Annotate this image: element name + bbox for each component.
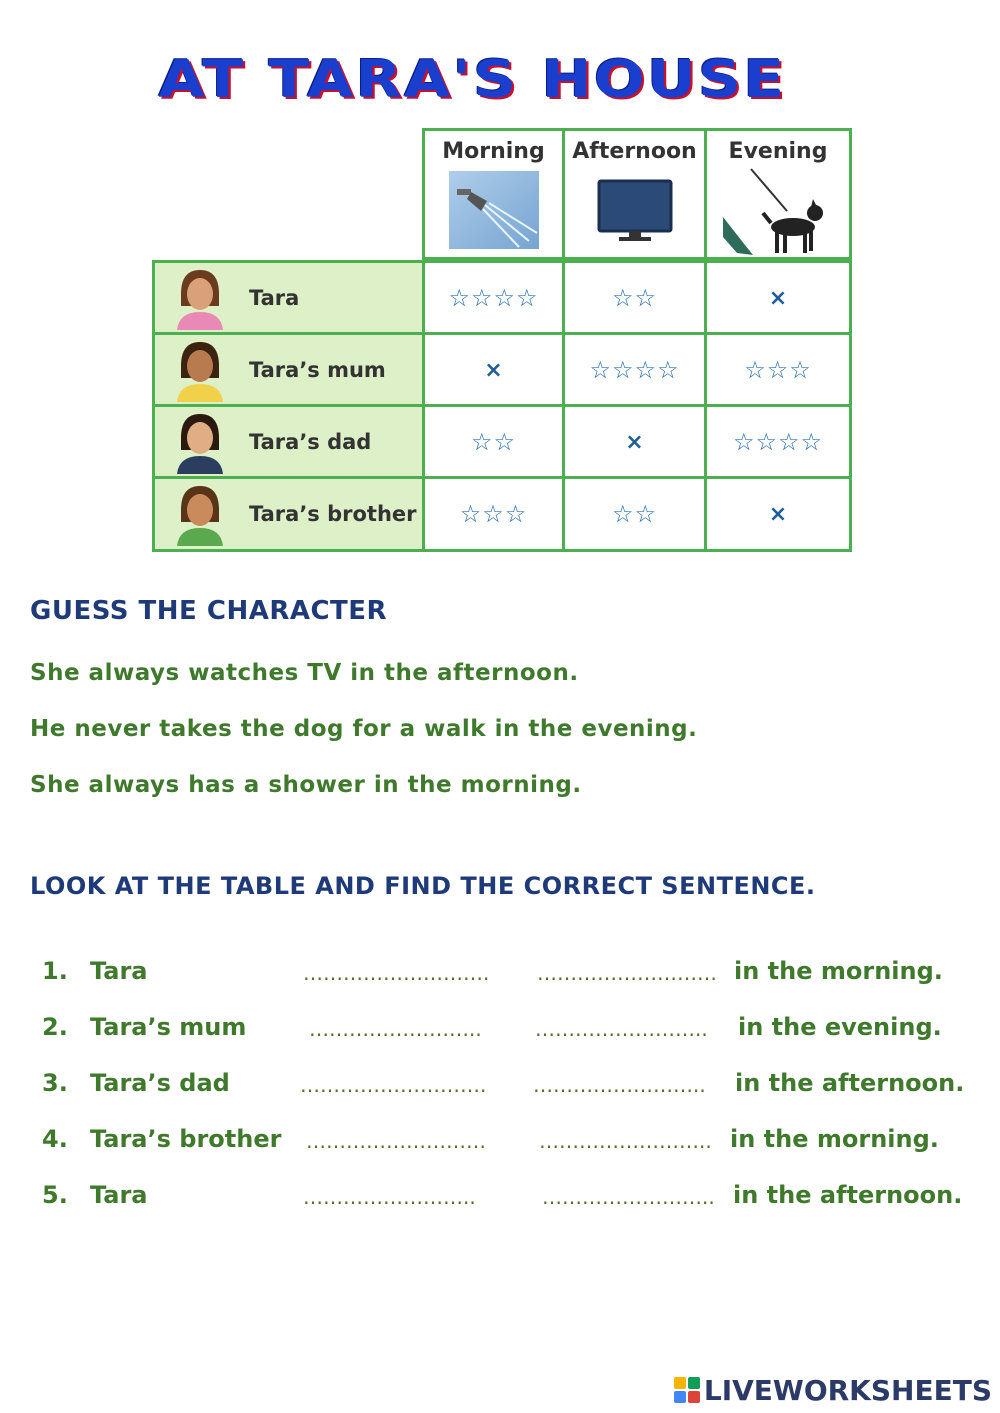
- sentence-tail: in the evening.: [738, 1013, 942, 1041]
- rating-cell: [704, 260, 852, 336]
- find-heading: LOOK AT THE TABLE AND FIND THE CORRECT SENTENCE.: [30, 872, 816, 900]
- star-rating: ☆☆: [611, 500, 658, 528]
- sentence-number: 5.: [42, 1181, 68, 1209]
- cross-mark: ×: [625, 429, 644, 455]
- sentence-subject: Tara’s mum: [90, 1013, 247, 1041]
- star-rating: ☆☆☆☆: [448, 284, 539, 312]
- rating-cell: [562, 260, 707, 336]
- column-label-evening: Evening: [728, 139, 828, 164]
- clue-1: She always watches TV in the afternoon.: [30, 660, 579, 686]
- answer-blank-2[interactable]: ……………………..: [539, 1129, 712, 1153]
- sentence-row: [0, 1181, 1000, 1221]
- rating-cell: [704, 332, 852, 408]
- answer-blank-2[interactable]: ……………………..: [535, 1017, 708, 1041]
- guess-heading: GUESS THE CHARACTER: [30, 596, 388, 626]
- star-rating: ☆☆☆☆: [589, 356, 680, 384]
- answer-blank-1[interactable]: ……………………..: [309, 1017, 482, 1041]
- sentence-number: 4.: [42, 1125, 68, 1153]
- cross-mark: ×: [484, 357, 503, 383]
- sentence-number: 2.: [42, 1013, 68, 1041]
- answer-blank-1[interactable]: ……………………..: [303, 1185, 476, 1209]
- star-rating: ☆☆☆☆: [732, 428, 824, 456]
- answer-blank-1[interactable]: ……………………….: [300, 1073, 487, 1097]
- boy-avatar: [169, 482, 231, 546]
- row-name: Tara’s mum: [249, 358, 386, 382]
- rating-cell: [562, 476, 707, 552]
- worksheet-title: AT TARA'S HOUSE: [158, 50, 787, 110]
- column-header-afternoon: [562, 128, 707, 260]
- sentence-subject: Tara’s dad: [90, 1069, 230, 1097]
- sentence-tail: in the morning.: [734, 957, 943, 985]
- shower-icon: [449, 171, 539, 249]
- cross-mark: ×: [768, 501, 788, 527]
- sentence-row: [0, 957, 1000, 997]
- rating-cell: [562, 404, 707, 480]
- clue-2: He never takes the dog for a walk in the evening.: [30, 716, 698, 742]
- column-label-afternoon: Afternoon: [572, 139, 697, 164]
- row-name: Tara: [249, 286, 300, 310]
- tv-icon: [597, 179, 673, 245]
- sentence-row: [0, 1013, 1000, 1053]
- sentence-subject: Tara: [90, 1181, 148, 1209]
- dog-walk-icon: [723, 167, 833, 259]
- column-label-morning: Morning: [442, 139, 545, 164]
- sentence-row: [0, 1125, 1000, 1165]
- liveworksheets-logo: [674, 1373, 992, 1407]
- sentence-number: 1.: [42, 957, 68, 985]
- row-name-cell: [152, 404, 425, 480]
- answer-blank-1[interactable]: ……………………….: [303, 961, 490, 985]
- rating-cell: [422, 260, 565, 336]
- answer-blank-2[interactable]: ……………………..: [533, 1073, 706, 1097]
- answer-blank-2[interactable]: ………………………: [537, 961, 717, 985]
- star-rating: ☆☆☆: [459, 500, 528, 528]
- clue-3: She always has a shower in the morning.: [30, 772, 582, 798]
- sentence-subject: Tara’s brother: [90, 1125, 282, 1153]
- rating-cell: [422, 404, 565, 480]
- logo-mark-icon: [674, 1377, 700, 1403]
- rating-cell: [704, 476, 852, 552]
- star-rating: ☆☆: [611, 284, 658, 312]
- column-header-morning: [422, 128, 565, 260]
- woman-avatar: [169, 338, 231, 402]
- row-name: Tara’s dad: [249, 430, 372, 454]
- answer-blank-2[interactable]: ……………………..: [542, 1185, 715, 1209]
- rating-cell: [562, 332, 707, 408]
- sentence-tail: in the afternoon.: [735, 1069, 965, 1097]
- star-rating: ☆☆☆: [744, 356, 812, 384]
- man-avatar: [169, 410, 231, 474]
- rating-cell: [704, 404, 852, 480]
- row-name-cell: [152, 476, 425, 552]
- sentence-tail: in the morning.: [730, 1125, 939, 1153]
- rating-cell: [422, 476, 565, 552]
- row-name-cell: [152, 260, 425, 336]
- answer-blank-1[interactable]: ………………………: [306, 1129, 486, 1153]
- sentence-row: [0, 1069, 1000, 1109]
- cross-mark: ×: [768, 285, 788, 311]
- row-name: Tara’s brother: [249, 502, 417, 526]
- sentence-subject: Tara: [90, 957, 148, 985]
- logo-text: LIVEWORKSHEETS: [703, 1373, 992, 1407]
- sentence-number: 3.: [42, 1069, 68, 1097]
- girl-avatar: [169, 266, 231, 330]
- star-rating: ☆☆: [470, 428, 517, 456]
- rating-cell: [422, 332, 565, 408]
- sentence-tail: in the afternoon.: [733, 1181, 963, 1209]
- row-name-cell: [152, 332, 425, 408]
- column-header-evening: [704, 128, 852, 260]
- activity-table: [152, 128, 852, 552]
